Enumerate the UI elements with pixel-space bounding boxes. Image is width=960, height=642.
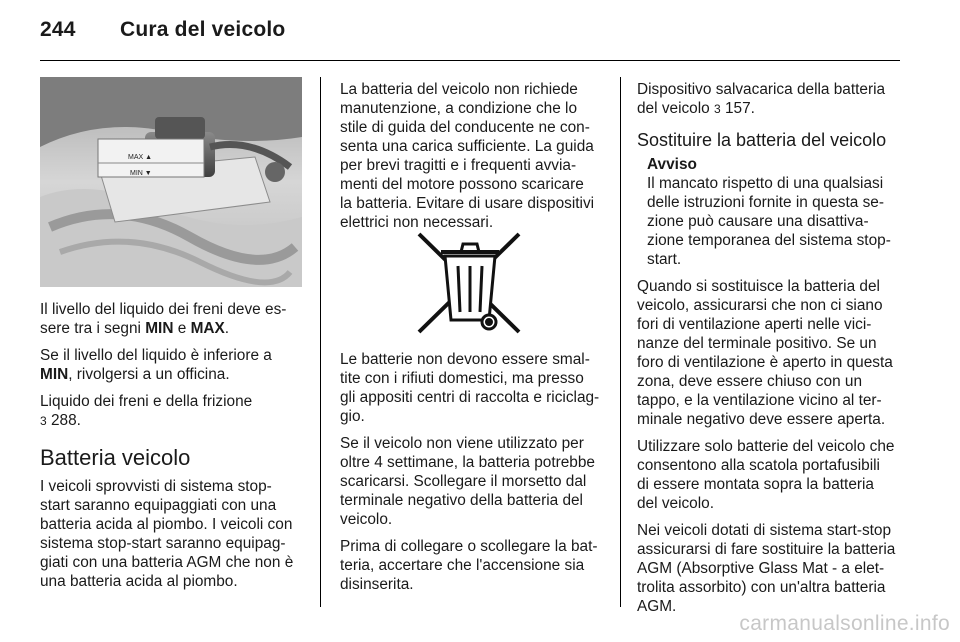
text-line: foro di ventilazione è aperto in questa: [637, 354, 893, 371]
text-line: veicolo, assicurarsi che non ci siano: [637, 297, 883, 314]
reservoir-illustration: [40, 77, 302, 287]
text-line: sere tra i segni: [40, 320, 146, 337]
text-line: teria, accertare che l'accensione sia: [340, 557, 585, 574]
text-line: Quando si sostituisce la batteria del: [637, 278, 880, 295]
brake-fluid-reservoir-photo: [40, 77, 302, 287]
text-line: Dispositivo salvacarica della batteria: [637, 81, 886, 98]
text-line: fori di ventilazione aperti nelle vici-: [637, 316, 872, 333]
text-line: Nei veicoli dotati di sistema start-stop: [637, 522, 892, 539]
cross-reference-arrow-icon: 3: [40, 414, 47, 428]
text-line: delle istruzioni fornite in questa se-: [647, 194, 884, 211]
text-period: .: [224, 320, 230, 337]
column-divider: [620, 77, 621, 607]
crossed-bin-icon: [415, 228, 525, 338]
text-line: Il mancato rispetto di una qualsiasi: [647, 175, 884, 192]
column-1: [40, 300, 310, 599]
text-line: manutenzione, a condizione che lo: [340, 100, 578, 117]
battery-intro-paragraph: [40, 477, 310, 591]
notice-body: [647, 175, 891, 268]
max-mark-label: MAX ▲: [128, 154, 153, 161]
notice-title: Avviso: [647, 156, 697, 173]
unused-vehicle-paragraph: [340, 434, 605, 529]
low-level-paragraph: [40, 346, 310, 384]
header-rule: [40, 60, 900, 61]
text-line: start.: [647, 251, 682, 268]
text-line: Il livello del liquido dei freni deve es-: [40, 301, 287, 318]
text-line: assicurarsi di fare sostituire la batteria: [637, 541, 896, 558]
min-mark-label: MIN ▼: [130, 170, 152, 177]
text-line: di essere montata sopra la batteria: [637, 476, 874, 493]
text-line: minale negativo deve essere aperta.: [637, 411, 886, 428]
text-line: , rivolgersi a un officina.: [68, 366, 230, 383]
watermark: carmanualsonline.info: [739, 612, 950, 635]
text-line: veicolo.: [340, 511, 393, 528]
text-line: tappo, e la ventilazione vicino al ter-: [637, 392, 882, 409]
text-line: oltre 4 settimane, la batteria potrebbe: [340, 454, 595, 471]
min-mark: MIN: [40, 366, 69, 383]
text-line: Utilizzare solo batterie del veicolo che: [637, 438, 895, 455]
disposal-paragraph: [340, 350, 605, 426]
battery-maintenance-paragraph: [340, 80, 605, 232]
max-mark: MAX: [190, 320, 225, 337]
text-line: menti del motore possono scaricare: [340, 176, 584, 193]
text-line: start saranno equipaggiati con una: [40, 497, 277, 514]
section-heading: Batteria veicolo: [40, 445, 191, 470]
text-line: del veicolo: [637, 100, 714, 117]
min-mark: MIN: [145, 320, 174, 337]
text-line: I veicoli sprovvisti di sistema stop-: [40, 478, 272, 495]
text-line: Liquido dei freni e della frizione: [40, 393, 253, 410]
text-line: Se il livello del liquido è inferiore a: [40, 347, 272, 364]
replacement-paragraph: [637, 277, 902, 429]
connect-paragraph: [340, 537, 605, 594]
text-line: AGM.: [637, 598, 677, 615]
text-line: Se il veicolo non viene utilizzato per: [340, 435, 584, 452]
notice-box: [647, 155, 902, 269]
text-line: senta una carica sufficiente. La guida: [340, 138, 594, 155]
text-line: terminale negativo della batteria del: [340, 492, 583, 509]
text-line: la batteria. Evitare di usare dispositivi: [340, 195, 595, 212]
subsection-heading: Sostituire la batteria del veicolo: [637, 130, 887, 150]
page-number: 244: [40, 18, 76, 41]
text-line: per brevi tragitti e i frequenti avvia-: [340, 157, 577, 174]
page-title: Cura del veicolo: [120, 18, 286, 41]
text-line: elettrici non necessari.: [340, 214, 494, 231]
text-line: gli appositi centri di raccolta e riciclag-: [340, 389, 600, 406]
text-line: consentono alla scatola portafusibili: [637, 457, 880, 474]
text-conjunction: e: [173, 320, 191, 337]
text-line: zona, deve essere chiuso con un: [637, 373, 863, 390]
text-line: nanze del terminale positivo. Se un: [637, 335, 877, 352]
column-3: [637, 80, 902, 624]
column-2: [340, 80, 605, 240]
text-line: disinserita.: [340, 576, 414, 593]
cross-reference-link[interactable]: 288.: [46, 412, 81, 429]
text-line: La batteria del veicolo non richiede: [340, 81, 578, 98]
text-line: gio.: [340, 408, 365, 425]
text-line: trolita assorbito) con un'altra batteria: [637, 579, 886, 596]
charger-reference-paragraph: [637, 80, 902, 119]
text-line: Le batterie non devono essere smal-: [340, 351, 590, 368]
column-divider: [320, 77, 321, 607]
text-line: zione temporanea del sistema stop-: [647, 232, 891, 249]
text-line: giati con una batteria AGM che non è: [40, 554, 294, 571]
brake-level-paragraph: [40, 300, 310, 338]
compatible-batteries-paragraph: [637, 437, 902, 513]
text-line: batteria acida al piombo. I veicoli con: [40, 516, 293, 533]
text-line: tite con i rifiuti domestici, ma presso: [340, 370, 584, 387]
text-line: del veicolo.: [637, 495, 714, 512]
text-line: sistema stop-start saranno equipag-: [40, 535, 286, 552]
cross-reference-link[interactable]: 157.: [720, 100, 755, 117]
text-line: stile di guida del conducente ne con-: [340, 119, 590, 136]
start-stop-paragraph: [637, 521, 902, 616]
text-line: AGM (Absorptive Glass Mat - a elet-: [637, 560, 885, 577]
column-2-lower: [340, 350, 605, 602]
text-line: zione può causare una disattiva-: [647, 213, 869, 230]
text-line: Prima di collegare o scollegare la bat-: [340, 538, 598, 555]
text-line: una batteria acida al piombo.: [40, 573, 238, 590]
cross-reference-arrow-icon: 3: [714, 102, 721, 116]
text-line: scaricarsi. Scollegare il morsetto dal: [340, 473, 587, 490]
fluid-reference-paragraph: [40, 392, 310, 431]
